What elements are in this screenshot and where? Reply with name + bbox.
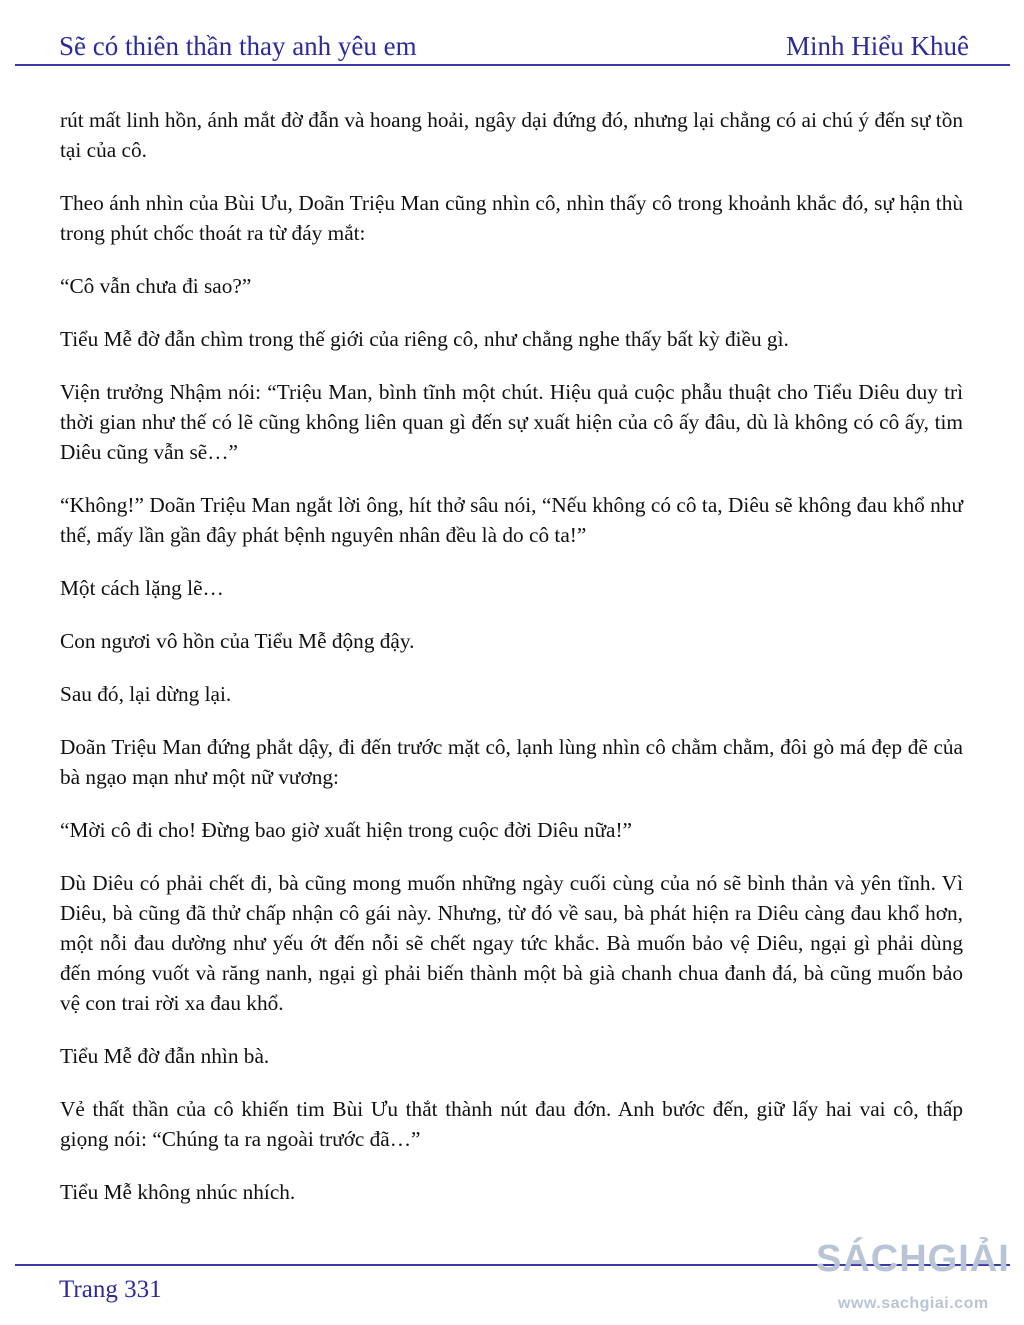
paragraph: Sau đó, lại dừng lại. [60, 682, 232, 706]
watermark-logo: SÁCHGIẢI [816, 1237, 1010, 1280]
paragraph: “Mời cô đi cho! Đừng bao giờ xuất hiện trong cuộc đời Diêu nữa!” [60, 818, 632, 842]
paragraph: Một cách lặng lẽ… [60, 576, 224, 600]
paragraph: “Không!” Doãn Triệu Man ngắt lời ông, hít thở sâu nói, “Nếu không có cô ta, Diêu sẽ không đau khổ như thế, mấy lần gần đây phát bệnh nguyên nhân đều là do cô ta!” [60, 493, 963, 547]
paragraph: Viện trưởng Nhậm nói: “Triệu Man, bình tĩnh một chút. Hiệu quả cuộc phẫu thuật cho Tiểu Diêu duy trì thời gian như thế có lẽ cũng không liên quan gì đến sự xuất hiện của cô ấy đâu, dù là không có cô ấy, tim Diêu cũng vẫn sẽ…” [60, 380, 963, 464]
book-author: Minh Hiểu Khuê [786, 31, 969, 61]
paragraph: Theo ánh nhìn của Bùi Ưu, Doãn Triệu Man cũng nhìn cô, nhìn thấy cô trong khoảnh khắc đó, sự hận thù trong phút chốc thoát ra từ đáy mắt: [60, 191, 963, 245]
paragraph: rút mất linh hồn, ánh mắt đờ đẫn và hoang hoải, ngây dại đứng đó, nhưng lại chẳng có ai chú ý đến sự tồn tại của cô. [60, 108, 963, 162]
watermark-url: www.sachgiai.com [838, 1295, 989, 1312]
page-number: Trang 331 [59, 1276, 162, 1303]
paragraph: Con ngươi vô hồn của Tiểu Mễ động đậy. [60, 629, 415, 653]
watermark [816, 1232, 1024, 1322]
header-divider [15, 64, 1010, 66]
paragraph: Dù Diêu có phải chết đi, bà cũng mong muốn những ngày cuối cùng của nó sẽ bình thản và yên tĩnh. Vì Diêu, bà cũng đã thử chấp nhận cô gái này. Nhưng, từ đó về sau, bà phát hiện ra Diêu càng đau khổ hơn, một nỗi đau dường như yếu ớt đến nỗi sẽ chết ngay tức khắc. Bà muốn bảo vệ Diêu, ngại gì phải dùng đến móng vuốt và răng nanh, ngại gì phải biến thành một bà già chanh chua đanh đá, bà cũng muốn bảo vệ con trai rời xa đau khổ. [60, 871, 963, 1015]
paragraph: “Cô vẫn chưa đi sao?” [60, 274, 252, 298]
page-header [59, 22, 969, 62]
paragraph: Doãn Triệu Man đứng phắt dậy, đi đến trước mặt cô, lạnh lùng nhìn cô chằm chằm, đôi gò má đẹp đẽ của bà ngạo mạn như một nữ vương: [60, 735, 963, 789]
paragraph: Tiểu Mễ không nhúc nhích. [60, 1180, 296, 1204]
paragraph: Tiểu Mễ đờ đẫn chìm trong thế giới của riêng cô, như chẳng nghe thấy bất kỳ điều gì. [60, 327, 789, 351]
book-title: Sẽ có thiên thần thay anh yêu em [59, 31, 417, 61]
paragraph: Tiểu Mễ đờ đẫn nhìn bà. [60, 1044, 270, 1068]
page-body [60, 105, 963, 1230]
paragraph: Vẻ thất thần của cô khiến tim Bùi Ưu thắt thành nút đau đớn. Anh bước đến, giữ lấy hai vai cô, thấp giọng nói: “Chúng ta ra ngoài trước đã…” [60, 1097, 963, 1151]
